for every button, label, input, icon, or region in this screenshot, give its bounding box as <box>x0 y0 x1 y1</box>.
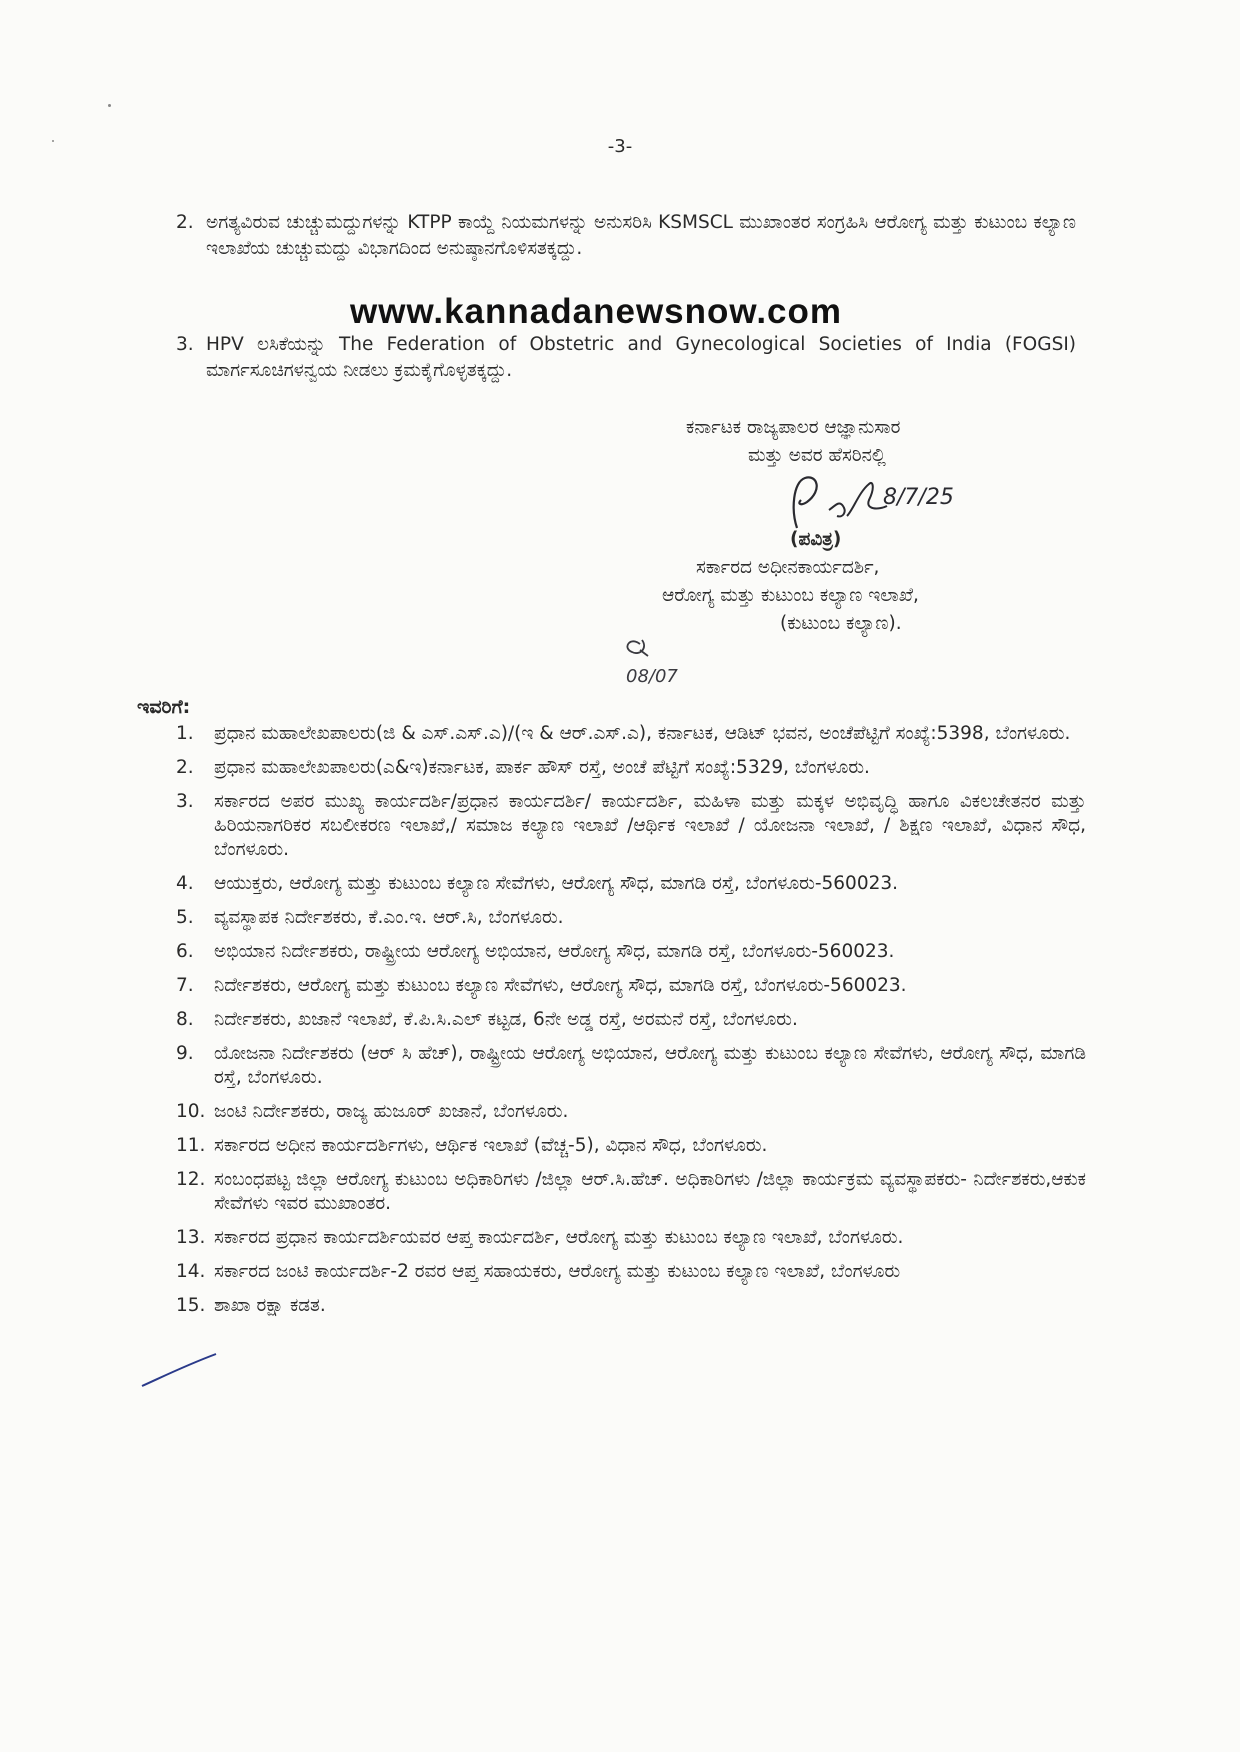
list-item <box>176 756 1086 780</box>
list-number: 9. <box>176 1043 194 1064</box>
list-item <box>176 1008 1086 1032</box>
list-item <box>176 790 1086 862</box>
handwritten-initials <box>620 630 710 690</box>
list-item <box>176 722 1086 746</box>
list-item <box>176 974 1086 998</box>
scan-speck <box>108 104 111 107</box>
list-item <box>176 872 1086 896</box>
signatory-section: (ಕುಟುಂಬ ಕಲ್ಯಾಣ). <box>780 613 902 634</box>
signature-date: 8/7/25 <box>883 485 954 510</box>
page-number: -3- <box>607 136 633 157</box>
list-number: 4. <box>176 873 194 894</box>
list-item <box>176 1042 1086 1090</box>
list-item <box>176 1134 1086 1158</box>
recipient-text: ಸರ್ಕಾರದ ಜಂಟಿ ಕಾರ್ಯದರ್ಶಿ-2 ರವರ ಆಪ್ತ ಸಹಾಯಕರು, ಆರೋಗ್ಯ ಮತ್ತು ಕುಟುಂಬ ಕಲ್ಯಾಣ ಇಲಾಖೆ, ಬೆಂಗಳೂರು <box>214 1261 901 1282</box>
signatory-department: ಆರೋಗ್ಯ ಮತ್ತು ಕುಟುಂಬ ಕಲ್ಯಾಣ ಇಲಾಖೆ, <box>662 585 919 606</box>
instruction-item <box>176 210 1076 262</box>
list-number: 6. <box>176 941 194 962</box>
list-number: 14. <box>176 1261 206 1282</box>
recipient-text: ಸರ್ಕಾರದ ಅಧೀನ ಕಾರ್ಯದರ್ಶಿಗಳು, ಆರ್ಥಿಕ ಇಲಾಖೆ (ವೆಚ್ಚ-5), ವಿಧಾನ ಸೌಧ, ಬೆಂಗಳೂರು. <box>214 1135 768 1156</box>
list-number: 3. <box>176 791 194 812</box>
instruction-text: ಅಗತ್ಯವಿರುವ ಚುಚ್ಚುಮದ್ದುಗಳನ್ನು KTPP ಕಾಯ್ದೆ ನಿಯಮಗಳನ್ನು ಅನುಸರಿಸಿ KSMSCL ಮುಖಾಂತರ ಸಂಗ್ರಹಿಸಿ ಆರೋಗ್ಯ ಮತ್ತು ಕುಟುಂಬ ಕಲ್ಯಾಣ ಇಲಾಖೆಯ ಚುಚ್ಚುಮದ್ದು ವಿಭಾಗದಿಂದ ಅನುಷ್ಠಾನಗೊಳಿಸತಕ್ಕದ್ದು. <box>206 212 1076 259</box>
instruction-number: 3. <box>176 334 194 355</box>
recipient-text: ನಿರ್ದೇಶಕರು, ಆರೋಗ್ಯ ಮತ್ತು ಕುಟುಂಬ ಕಲ್ಯಾಣ ಸೇವೆಗಳು, ಆರೋಗ್ಯ ಸೌಧ, ಮಾಗಡಿ ರಸ್ತೆ, ಬೆಂಗಳೂರು-560023. <box>214 975 907 996</box>
recipient-text: ಸರ್ಕಾರದ ಅಪರ ಮುಖ್ಯ ಕಾರ್ಯದರ್ಶಿ/ಪ್ರಧಾನ ಕಾರ್ಯದರ್ಶಿ/ ಕಾರ್ಯದರ್ಶಿ, ಮಹಿಳಾ ಮತ್ತು ಮಕ್ಕಳ ಅಭಿವೃದ್ಧಿ ಹಾಗೂ ವಿಕಲಚೇತನರ ಮತ್ತು ಹಿರಿಯನಾಗರಿಕರ ಸಬಲೀಕರಣ ಇಲಾಖೆ,/ ಸಮಾಜ ಕಲ್ಯಾಣ ಇಲಾಖೆ /ಆರ್ಥಿಕ ಇಲಾಖೆ / ಯೋಜನಾ ಇಲಾಖೆ, / ಶಿಕ್ಷಣ ಇಲಾಖೆ, ವಿಧಾನ ಸೌಧ, ಬೆಂಗಳೂರು. <box>214 791 1086 860</box>
list-item <box>176 1226 1086 1250</box>
recipient-text: ಆಯುಕ್ತರು, ಆರೋಗ್ಯ ಮತ್ತು ಕುಟುಂಬ ಕಲ್ಯಾಣ ಸೇವೆಗಳು, ಆರೋಗ್ಯ ಸೌಧ, ಮಾಗಡಿ ರಸ್ತೆ, ಬೆಂಗಳೂರು-560023. <box>214 873 899 894</box>
recipient-text: ಪ್ರಧಾನ ಮಹಾಲೇಖಪಾಲರು(ಜಿ & ಎಸ್.ಎಸ್.ಎ)/(ಇ & ಆರ್.ಎಸ್.ಎ), ಕರ್ನಾಟಕ, ಆಡಿಟ್ ಭವನ, ಅಂಚೆಪೆಟ್ಟಿಗೆ ಸಂಖ್ಯೆ:5398, ಬೆಂಗಳೂರು. <box>214 723 1071 744</box>
list-item <box>176 1168 1086 1216</box>
recipient-text: ಯೋಜನಾ ನಿರ್ದೇಶಕರು (ಆರ್ ಸಿ ಹೆಚ್), ರಾಷ್ಟ್ರೀಯ ಆರೋಗ್ಯ ಅಭಿಯಾನ, ಆರೋಗ್ಯ ಮತ್ತು ಕುಟುಂಬ ಕಲ್ಯಾಣ ಸೇವೆಗಳು, ಆರೋಗ್ಯ ಸೌಧ, ಮಾಗಡಿ ರಸ್ತೆ, ಬೆಂಗಳೂರು. <box>214 1043 1086 1088</box>
list-item <box>176 1260 1086 1284</box>
list-item <box>176 906 1086 930</box>
watermark-url: www.kannadanewsnow.com <box>350 292 843 331</box>
list-number: 7. <box>176 975 194 996</box>
list-number: 5. <box>176 907 194 928</box>
list-item <box>176 1100 1086 1124</box>
list-item <box>176 1294 1086 1318</box>
list-number: 1. <box>176 723 194 744</box>
list-number: 13. <box>176 1227 206 1248</box>
list-number: 11. <box>176 1135 206 1156</box>
instruction-number: 2. <box>176 212 194 233</box>
recipient-text: ಪ್ರಧಾನ ಮಹಾಲೇಖಪಾಲರು(ಎ&ಇ)ಕರ್ನಾಟಕ, ಪಾರ್ಕ ಹೌಸ್ ರಸ್ತೆ, ಅಂಚೆ ಪೆಟ್ಟಿಗೆ ಸಂಖ್ಯೆ:5329, ಬೆಂಗಳೂರು. <box>214 757 870 778</box>
list-number: 10. <box>176 1101 206 1122</box>
list-item <box>176 940 1086 964</box>
instruction-text: HPV ಲಸಿಕೆಯನ್ನು The Federation of Obstetric and Gynecological Societies of India (FOGSI) ಮಾರ್ಗಸೂಚಿಗಳನ್ವಯ ನೀಡಲು ಕ್ರಮಕೈಗೊಳ್ಳತಕ್ಕದ್ದು. <box>206 334 1076 381</box>
recipient-text: ಶಾಖಾ ರಕ್ಷಾ ಕಡತ. <box>214 1295 326 1316</box>
list-number: 2. <box>176 757 194 778</box>
handwritten-signature <box>783 470 963 540</box>
signatory-name: (ಪವಿತ್ರ) <box>790 529 842 550</box>
recipient-text: ಸರ್ಕಾರದ ಪ್ರಧಾನ ಕಾರ್ಯದರ್ಶಿಯವರ ಆಪ್ತ ಕಾರ್ಯದರ್ಶಿ, ಆರೋಗ್ಯ ಮತ್ತು ಕುಟುಂಬ ಕಲ್ಯಾಣ ಇಲಾಖೆ, ಬೆಂಗಳೂರು. <box>214 1227 904 1248</box>
pen-stroke-mark <box>140 1350 220 1390</box>
recipient-text: ಅಭಿಯಾನ ನಿರ್ದೇಶಕರು, ರಾಷ್ಟ್ರೀಯ ಆರೋಗ್ಯ ಅಭಿಯಾನ, ಆರೋಗ್ಯ ಸೌಧ, ಮಾಗಡಿ ರಸ್ತೆ, ಬೆಂಗಳೂರು-560023. <box>214 941 895 962</box>
recipient-text: ಸಂಬಂಧಪಟ್ಟ ಜಿಲ್ಲಾ ಆರೋಗ್ಯ ಕುಟುಂಬ ಅಧಿಕಾರಿಗಳು /ಜಿಲ್ಲಾ ಆರ್.ಸಿ.ಹೆಚ್. ಅಧಿಕಾರಿಗಳು /ಜಿಲ್ಲಾ ಕಾರ್ಯಕ್ರಮ ವ್ಯವಸ್ಥಾಪಕರು- ನಿರ್ದೇಶಕರು,ಆಕುಕ ಸೇವೆಗಳು ಇವರ ಮುಖಾಂತರ. <box>214 1169 1086 1214</box>
list-number: 15. <box>176 1295 206 1316</box>
list-number: 12. <box>176 1169 206 1190</box>
initials-date: 08/07 <box>626 666 678 687</box>
recipients-heading: ಇವರಿಗೆ: <box>137 696 191 718</box>
recipient-text: ನಿರ್ದೇಶಕರು, ಖಜಾನೆ ಇಲಾಖೆ, ಕೆ.ಪಿ.ಸಿ.ಎಲ್ ಕಟ್ಟಡ, 6ನೇ ಅಡ್ಡ ರಸ್ತೆ, ಅರಮನೆ ರಸ್ತೆ, ಬೆಂಗಳೂರು. <box>214 1009 798 1030</box>
recipient-text: ಜಂಟಿ ನಿರ್ದೇಶಕರು, ರಾಜ್ಯ ಹುಜೂರ್ ಖಜಾನೆ, ಬೆಂಗಳೂರು. <box>214 1101 569 1122</box>
signatory-designation: ಸರ್ಕಾರದ ಅಧೀನಕಾರ್ಯದರ್ಶಿ, <box>696 557 880 578</box>
list-number: 8. <box>176 1009 194 1030</box>
recipients-list <box>176 722 1086 1328</box>
recipient-text: ವ್ಯವಸ್ಥಾಪಕ ನಿರ್ದೇಶಕರು, ಕೆ.ಎಂ.ಇ. ಆರ್.ಸಿ, ಬೆಂಗಳೂರು. <box>214 907 564 928</box>
authority-line: ಕರ್ನಾಟಕ ರಾಜ್ಯಪಾಲರ ಆಜ್ಞಾನುಸಾರ <box>686 417 901 438</box>
instruction-item <box>176 332 1076 384</box>
authority-line-2: ಮತ್ತು ಅವರ ಹೆಸರಿನಲ್ಲಿ <box>748 445 886 466</box>
